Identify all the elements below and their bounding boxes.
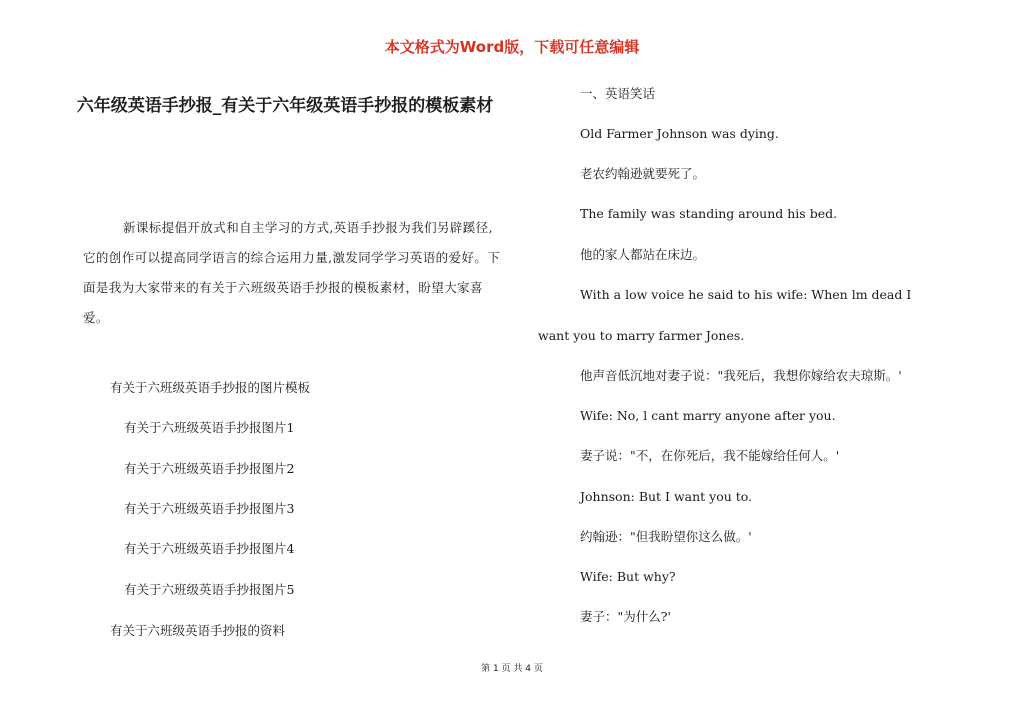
joke-line: Johnson: But I want you to.	[580, 489, 753, 504]
left-list-item: 有关于六班级英语手抄报图片1	[124, 420, 295, 435]
left-list-item: 有关于六班级英语手抄报图片5	[124, 582, 295, 597]
joke-line: 约翰逊："但我盼望你这么做。'	[580, 529, 752, 544]
word-format-banner: 本文格式为Word版，下载可任意编辑	[384, 38, 640, 56]
joke-line: Wife: But why?	[580, 569, 676, 584]
intro-paragraph: 新课标提倡开放式和自主学习的方式,英语手抄报为我们另辟蹊径,它的创作可以提高同学语言的综合运用力量,激发同学学习英语的爱好。下面是我为大家带来的有关于六班级英语手抄报的模板素材，盼望大家喜爱。	[83, 220, 501, 325]
left-list-item: 有关于六班级英语手抄报的资料	[110, 623, 286, 638]
section-heading-english-jokes: 一、英语笑话	[580, 86, 656, 101]
left-list-item: 有关于六班级英语手抄报图片4	[124, 541, 295, 556]
document-title: 六年级英语手抄报_有关于六年级英语手抄报的模板素材	[76, 96, 494, 116]
joke-line: 老农约翰逊就要死了。	[580, 166, 706, 181]
joke-line: 他的家人都站在床边。	[580, 247, 706, 262]
joke-line: Wife: No, l cant marry anyone after you.	[580, 408, 836, 423]
left-list-item: 有关于六班级英语手抄报的图片模板	[110, 380, 311, 395]
joke-line: The family was standing around his bed.	[580, 206, 838, 221]
joke-line: With a low voice he said to his wife: When lm dead I	[580, 287, 912, 302]
joke-line: 妻子："为什么?'	[580, 609, 671, 624]
left-list-item: 有关于六班级英语手抄报图片3	[124, 501, 295, 516]
joke-line: 妻子说："不，在你死后，我不能嫁给任何人。'	[580, 448, 840, 463]
joke-line: want you to marry farmer Jones.	[538, 328, 745, 343]
left-list-item: 有关于六班级英语手抄报图片2	[124, 461, 295, 476]
joke-line: Old Farmer Johnson was dying.	[580, 126, 779, 141]
joke-line: 他声音低沉地对妻子说："我死后，我想你嫁给农夫琼斯。'	[580, 368, 902, 383]
page-number-footer: 第 1 页 共 4 页	[481, 664, 543, 674]
